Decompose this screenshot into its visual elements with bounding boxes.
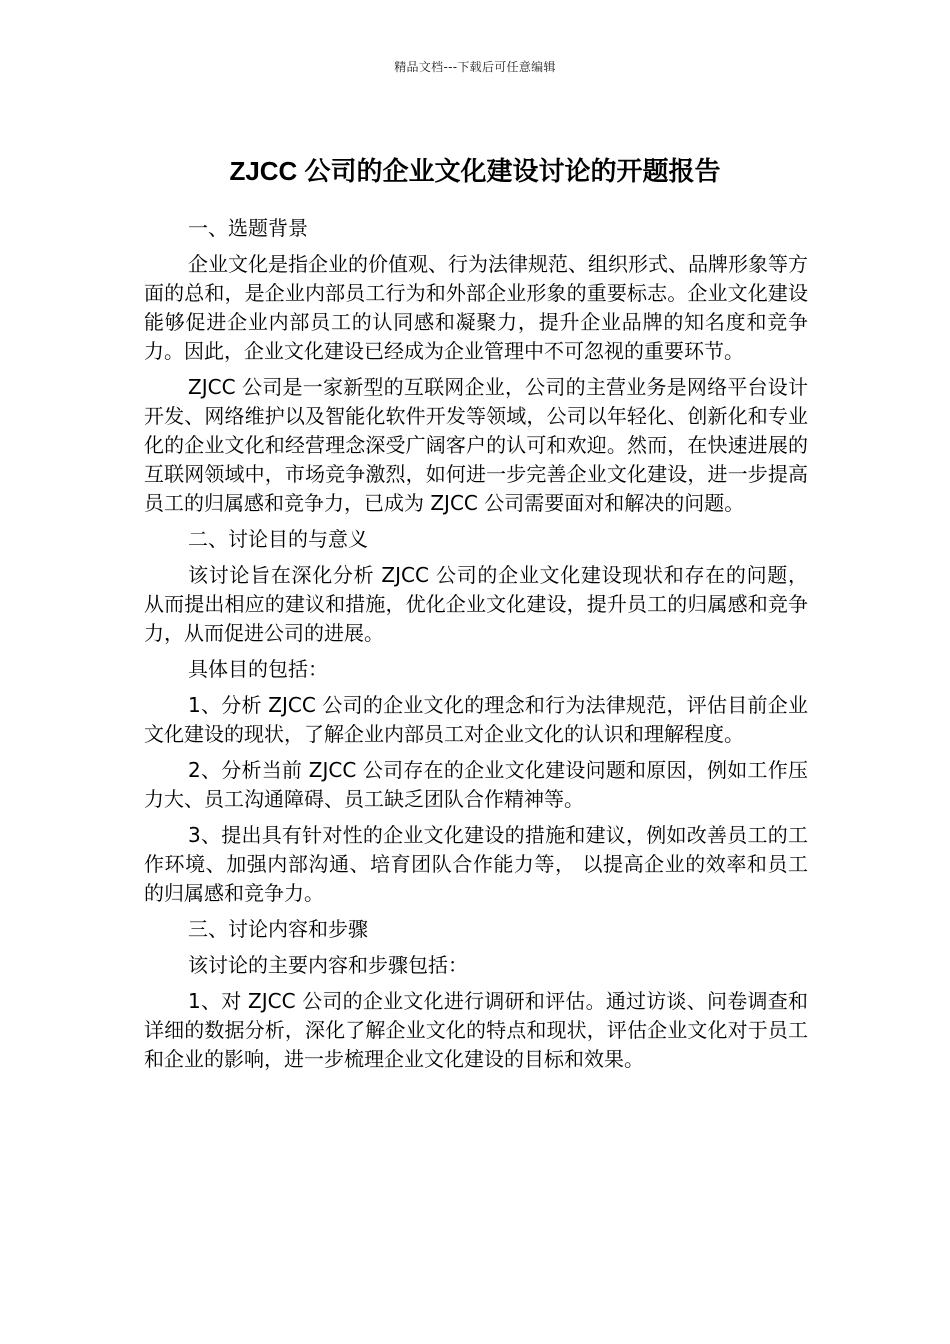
paragraph: 企业文化是指企业的价值观、行为法律规范、组织形式、品牌形象等方面的总和，是企业内部员工行为和外部企业形象的重要标志。企业文化建设能够促进企业内部员工的认同感和凝聚力，提升企业品牌的知名度和竞争力。因此，企业文化建设已经成为企业管理中不可忽视的重要环节。	[144, 252, 808, 363]
paragraph: ZJCC 公司是一家新型的互联网企业，公司的主营业务是网络平台设计开发、网络维护以及智能化软件开发等领域，公司以年轻化、创新化和专业化的企业文化和经营理念深受广阔客户的认可和欢迎。然而，在快速进展的互联网领域中，市场竞争激烈，如何进一步完善企业文化建设，进一步提高员工的归属感和竞争力，已成为 ZJCC 公司需要面对和解决的问题。	[144, 375, 808, 515]
section-heading-content: 三、讨论内容和步骤	[188, 917, 368, 941]
list-item: 1、对 ZJCC 公司的企业文化进行调研和评估。通过访谈、问卷调查和详细的数据分析，深化了解企业文化的特点和现状，评估企业文化对于员工和企业的影响，进一步梳理企业文化建设的目标和效果。	[144, 989, 808, 1071]
list-item: 1、分析 ZJCC 公司的企业文化的理念和行为法律规范，评估目前企业文化建设的现状，了解企业内部员工对企业文化的认识和理解程度。	[144, 693, 808, 746]
paragraph: 具体目的包括：	[188, 657, 328, 681]
section-heading-background: 一、选题背景	[188, 216, 308, 240]
page-header-note: 精品文档---下载后可任意编辑	[394, 60, 556, 74]
paragraph: 该讨论的主要内容和步骤包括：	[188, 953, 468, 977]
document-title: ZJCC 公司的企业文化建设讨论的开题报告	[229, 156, 721, 187]
list-item: 3、提出具有针对性的企业文化建设的措施和建议，例如改善员工的工作环境、加强内部沟通、培育团队合作能力等， 以提高企业的效率和员工的归属感和竞争力。	[144, 823, 808, 905]
list-item: 2、分析当前 ZJCC 公司存在的企业文化建设问题和原因，例如工作压力大、员工沟通障碍、员工缺乏团队合作精神等。	[144, 758, 808, 811]
document-body	[144, 214, 808, 1081]
section-heading-purpose: 二、讨论目的与意义	[188, 527, 368, 551]
paragraph: 该讨论旨在深化分析 ZJCC 公司的企业文化建设现状和存在的问题，从而提出相应的建议和措施，优化企业文化建设，提升员工的归属感和竞争力，从而促进公司的进展。	[144, 563, 808, 645]
